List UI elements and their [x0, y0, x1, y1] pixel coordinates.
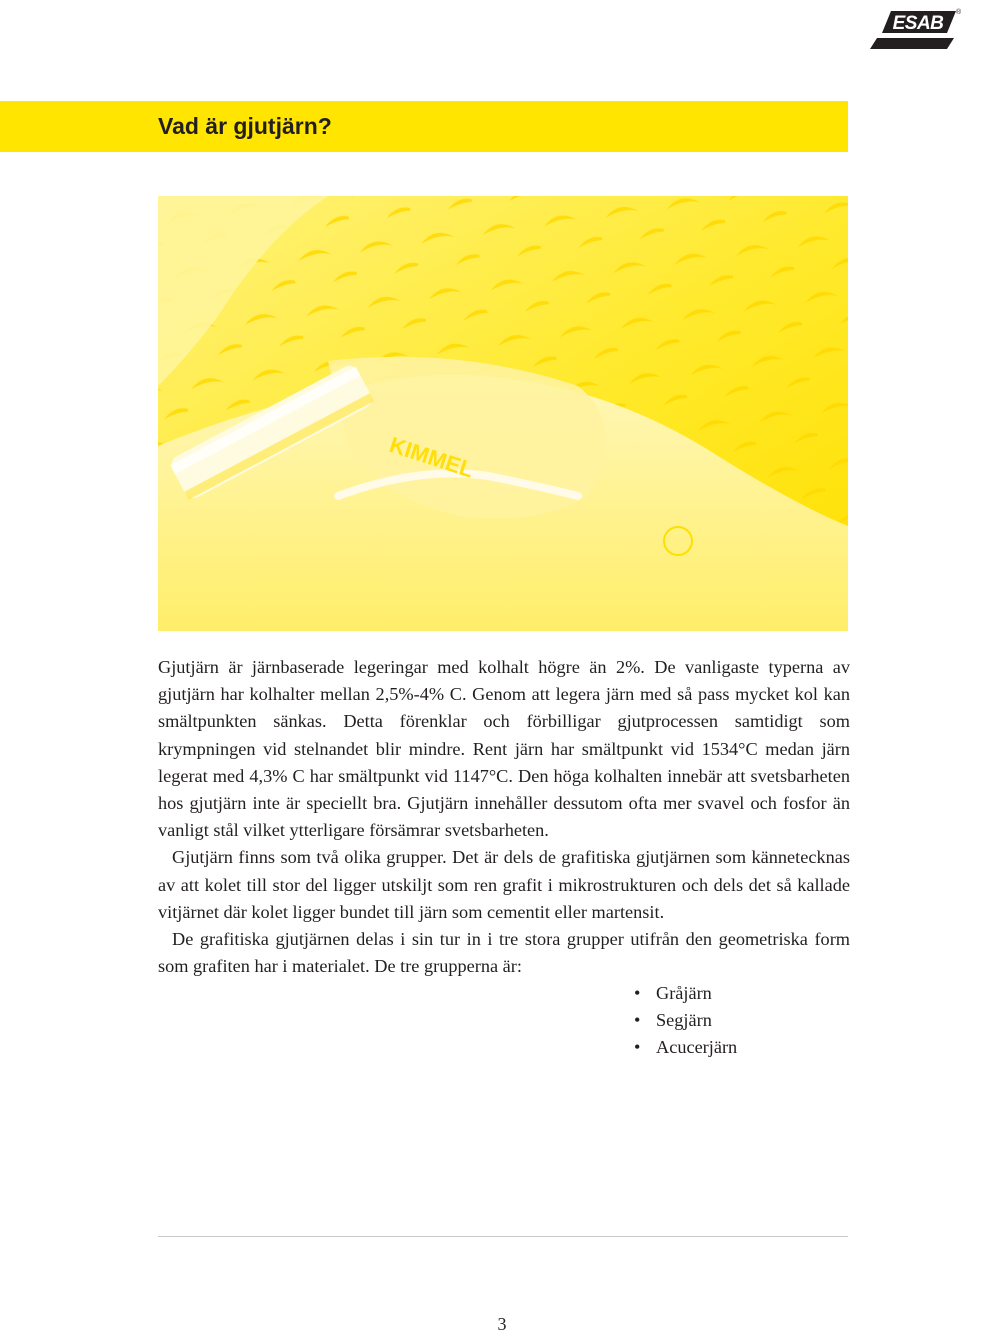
group-list [634, 980, 737, 1062]
list-item [634, 980, 737, 1007]
logo-wordmark: ESAB [892, 13, 944, 34]
paragraph-intro: Gjutjärn är järnbaserade legeringar med kolhalt högre än 2%. De vanligaste typerna av gjutjärn har kolhalter mellan 2,5%-4% C. Genom att legera järn med så pass mycket kol kan smältpunkten sänkas. Detta förenklar och förbilligar gjutprocessen samtidigt som krympningen vid stelnandet blir mindre. Rent järn har smältpunkt vid 1534°C medan järn legerat med 4,3% C har smältpunkt vid 1147°C. Den höga kolhalten innebär att svetsbarheten hos gjutjärn inte är speciellt bra. Gjutjärn innehåller dessutom ofta mer svavel och fosfor än vanligt stål vilket ytterligare försämrar svetsbarheten. [158, 657, 850, 841]
list-item-label: Acucerjärn [656, 1037, 738, 1058]
photo-engraved-text: KIMMEL [386, 431, 477, 483]
registered-mark: ® [956, 9, 962, 16]
bullet-icon: • [634, 983, 641, 1003]
page-number: 3 [497, 1314, 507, 1334]
esab-logo-graphic [864, 0, 960, 56]
footer-divider [158, 1236, 848, 1237]
page-title: Vad är gjutjärn? [158, 113, 332, 139]
list-item-label: Gråjärn [656, 983, 712, 1003]
paragraph-groups: Gjutjärn finns som två olika grupper. Det är dels de grafitiska gjutjärnen som kännetecknas av att kolet till stor del ligger utskiljt som ren grafit i mikrostrukturen och dels det så kallade vitjärnet där kolet ligger bundet till järn som cementit eller martensit. [158, 847, 850, 922]
list-item [634, 1007, 737, 1034]
title-bar [0, 101, 848, 152]
logo-stripe-bottom [870, 38, 954, 49]
list-item [634, 1034, 737, 1061]
bullet-icon: • [634, 1010, 641, 1031]
esab-logo [864, 0, 960, 56]
welding-photo-image [158, 196, 848, 631]
list-item-label: Segjärn [656, 1010, 712, 1031]
body-text [158, 654, 850, 980]
bullet-icon: • [634, 1037, 641, 1058]
paragraph-graphitic: De grafitiska gjutjärnen delas i sin tur in i tre stora grupper utifrån den geometriska form som grafiten har i materialet. De tre grupperna är: [158, 929, 850, 977]
photo-illustration [158, 196, 848, 631]
